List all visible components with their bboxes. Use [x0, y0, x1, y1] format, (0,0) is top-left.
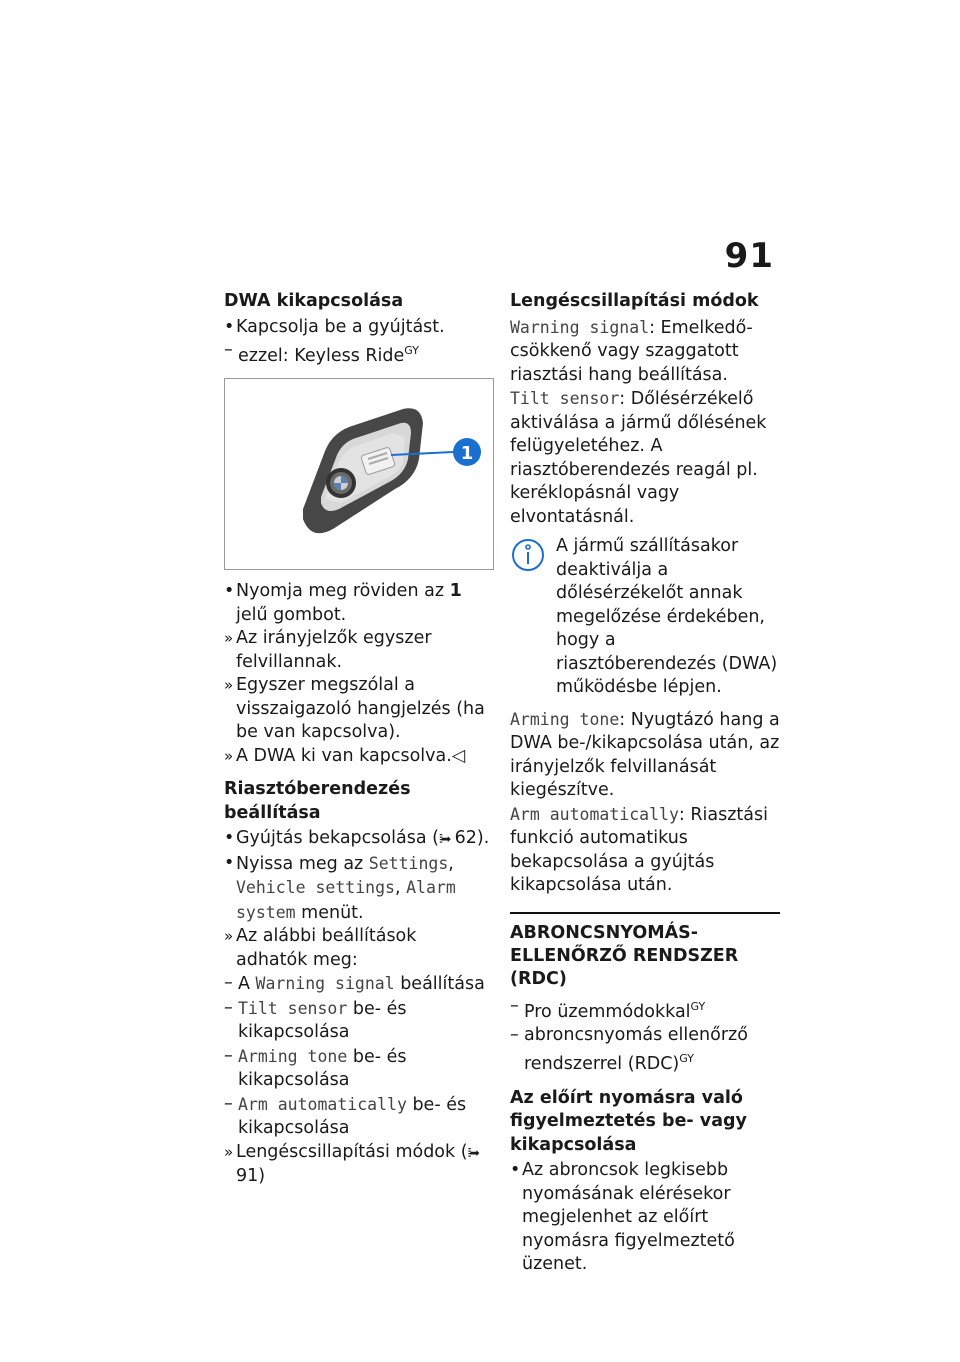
- option-item: – Tilt sensor be- és kikapcsolása: [224, 997, 492, 1045]
- page-reference-icon: ⦙⦙⦙➡: [467, 1145, 478, 1160]
- paragraph-warning-signal: Warning signal: Emelkedő-csökkenő vagy szaggatott riasztási hang beállítása.: [510, 317, 753, 385]
- info-note: A jármű szállításakor deaktiválja a dőlésérzékelőt annak megelőzése érdekében, hogy a riasztóberendezés (DWA) működésbe lépjen.: [510, 535, 780, 700]
- dash-marker: –: [224, 973, 233, 994]
- condition-item: – abroncsnyomás ellenőrző rendszerrel (RDC)$^{GY}$: [510, 1024, 780, 1077]
- callout-number: 1: [460, 443, 474, 465]
- heading-dwa-off: DWA kikapcsolása: [224, 291, 404, 311]
- result-item: » A DWA ki van kapcsolva.◁: [224, 745, 492, 769]
- result-marker: »: [224, 676, 234, 695]
- result-marker: »: [224, 1142, 234, 1161]
- page-number: 91: [724, 236, 774, 276]
- paragraph-arm-automatically: Arm automatically: Riasztási funkció automatikus bekapcsolása a gyújtás kikapcsolása után.: [510, 804, 768, 895]
- result-item: » Az irányjelzők egyszer felvillannak.: [224, 627, 492, 674]
- dash-marker: –: [224, 1045, 233, 1066]
- bullet-marker: •: [224, 581, 235, 602]
- condition-item: – ezzel: Keyless Ride$^{GY}$: [224, 339, 492, 368]
- paragraph-arming-tone: Arming tone: Nyugtázó hang a DWA be-/kikapcsolása után, az irányjelzők felvillanását kiegészítve.: [510, 709, 780, 800]
- result-marker: »: [224, 629, 234, 648]
- dash-marker: –: [510, 1024, 519, 1045]
- right-column: [510, 290, 780, 1277]
- step-item: • Nyissa meg az Settings, Vehicle settings, Alarm system menüt.: [224, 852, 492, 926]
- option-item: – Arming tone be- és kikapcsolása: [224, 1045, 492, 1093]
- step-item: • Kapcsolja be a gyújtást.: [224, 316, 492, 340]
- key-fob-image: [225, 379, 493, 569]
- result-item: » Az alábbi beállítások adhatók meg:: [224, 925, 492, 972]
- option-item: – Arm automatically be- és kikapcsolása: [224, 1093, 492, 1141]
- result-item: » Egyszer megszólal a visszaigazoló hangjelzés (ha be van kapcsolva).: [224, 674, 492, 745]
- info-icon: [510, 537, 546, 573]
- step-item: • Az abroncsok legkisebb nyomásának elérésekor megjelenhet az előírt nyomásra figyelmeztető üzenet.: [510, 1159, 780, 1277]
- dash-marker: –: [224, 340, 233, 360]
- bullet-marker: •: [510, 1160, 521, 1181]
- heading-damping-modes: Lengéscsillapítási módok: [510, 291, 759, 311]
- dash-marker: –: [224, 997, 233, 1018]
- section-divider: [510, 912, 780, 914]
- end-mark-icon: ◁: [451, 745, 466, 766]
- left-column: [224, 290, 492, 1189]
- step-item: • Nyomja meg röviden az 1 jelű gombot.: [224, 580, 492, 627]
- result-marker: »: [224, 927, 234, 946]
- page-reference-icon: ⦙⦙⦙➡: [438, 832, 450, 847]
- bullet-marker: •: [224, 852, 235, 873]
- option-item: – A Warning signal beállítása: [224, 972, 492, 997]
- result-item: » Lengéscsillapítási módok (⦙⦙⦙➡ 91): [224, 1141, 492, 1189]
- bullet-marker: •: [224, 828, 235, 849]
- condition-item: – Pro üzemmódokkal$^{GY}$: [510, 995, 780, 1024]
- step-item: • Gyújtás bekapcsolása (⦙⦙⦙➡ 62).: [224, 827, 492, 852]
- heading-alarm-settings: Riasztóberendezés beállítása: [224, 779, 411, 823]
- dash-marker: –: [224, 1093, 233, 1114]
- key-fob-figure: [224, 378, 494, 570]
- paragraph-tilt-sensor: Tilt sensor: Dőlésérzékelő aktiválása a jármű dőlésének felügyeletéhez. A riasztóberendezés reagál pl. keréklopásnál vagy elvontatásnál.: [510, 389, 767, 527]
- result-marker: »: [224, 746, 234, 765]
- section-title-rdc: ABRONCSNYOMÁS-ELLENŐRZŐ RENDSZER (RDC): [510, 922, 739, 989]
- subheading-pressure-warning: Az előírt nyomásra való figyelmeztetés be- vagy kikapcsolása: [510, 1087, 747, 1155]
- bullet-marker: •: [224, 316, 235, 337]
- dash-marker: –: [510, 995, 519, 1016]
